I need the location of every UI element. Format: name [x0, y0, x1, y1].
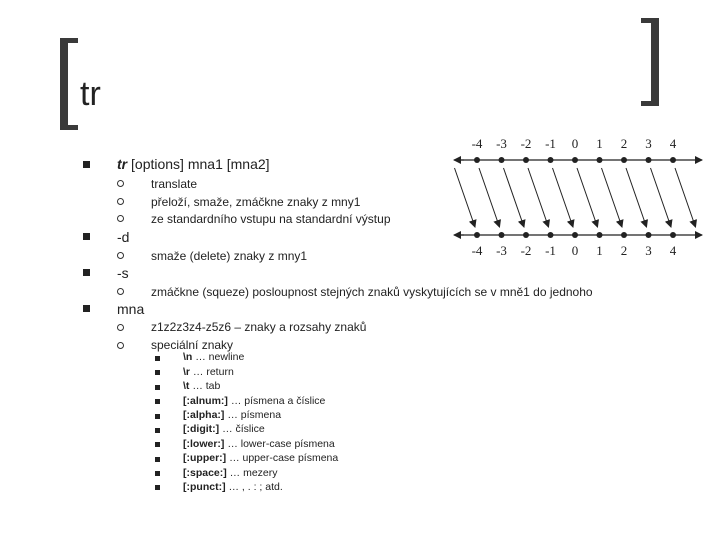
top-tick-dot [621, 157, 627, 163]
top-tick-label: 3 [645, 136, 652, 151]
bullet-circle-icon [117, 180, 124, 187]
mapping-diagram [450, 132, 710, 264]
tr-syntax: [options] mna1 [mna2] [127, 156, 270, 172]
top-tick-dot [572, 157, 578, 163]
special-item: [:space:] … mezery [183, 467, 278, 479]
bullet-square-icon [155, 457, 160, 462]
bottom-tick-label: 1 [596, 243, 603, 258]
bullet-square-icon [155, 399, 160, 404]
tr-command: tr [117, 156, 128, 172]
top-tick-label: 2 [620, 136, 628, 151]
bottom-tick-dot [499, 232, 505, 238]
item-d: -d [117, 229, 130, 245]
bottom-tick-dot [474, 232, 480, 238]
right-bracket-top [641, 18, 659, 23]
bullet-circle-icon [117, 342, 124, 349]
mapping-arrows [455, 168, 696, 227]
bullet-circle-icon [117, 215, 124, 222]
special-item: \r … return [183, 366, 234, 378]
bottom-tick-dot [597, 232, 603, 238]
top-tick-dot [670, 157, 676, 163]
bottom-axis-marks [474, 232, 676, 238]
top-tick-label: -3 [496, 136, 507, 151]
bullet-square-icon [83, 161, 90, 168]
top-tick-dot [499, 157, 505, 163]
bullet-square-icon [155, 442, 160, 447]
top-tick-label: 4 [669, 136, 677, 151]
bullet-circle-icon [117, 288, 124, 295]
s-sub-description: zmáčkne (squeze) posloupnost stejných znaků vyskytujících se v mně1 do jednoho [151, 285, 593, 299]
bottom-tick-label: 2 [620, 243, 628, 258]
mapping-arrow [455, 168, 476, 227]
left-bracket-top [60, 38, 78, 43]
mapping-arrow [553, 168, 574, 227]
mapping-arrow [577, 168, 598, 227]
tr-sub-io: ze standardního vstupu na standardní výstup [151, 212, 391, 226]
tr-sub-description: přeloží, smaže, zmáčkne znaky z mny1 [151, 195, 361, 209]
bottom-tick-dot [621, 232, 627, 238]
bullet-square-icon [83, 233, 90, 240]
bullet-square-icon [155, 471, 160, 476]
top-tick-dot [474, 157, 480, 163]
right-bracket [651, 18, 659, 106]
special-item: \n … newline [183, 351, 245, 363]
tr-sub-translate: translate [151, 177, 198, 191]
bottom-tick-label: 3 [645, 243, 652, 258]
top-tick-label: -2 [520, 136, 532, 151]
bottom-tick-label: -1 [545, 243, 556, 258]
bullet-square-icon [155, 414, 160, 419]
mapping-arrow [602, 168, 623, 227]
bullet-square-icon [83, 269, 90, 276]
d-sub-description: smaže (delete) znaky z mny1 [151, 249, 308, 263]
bottom-tick-dot [572, 232, 578, 238]
item-mna: mna [117, 301, 145, 317]
mapping-arrow [504, 168, 525, 227]
bottom-tick-label: -3 [496, 243, 507, 258]
top-tick-dot [548, 157, 554, 163]
top-tick-label: -4 [471, 136, 483, 151]
bullet-square-icon [155, 370, 160, 375]
left-bracket [60, 38, 68, 130]
top-tick-dot [597, 157, 603, 163]
top-tick-dot [646, 157, 652, 163]
mapping-arrow [651, 168, 672, 227]
mna-sub-ranges: z1z2z3z4-z5z6 – znaky a rozsahy znaků [151, 320, 367, 334]
bottom-tick-label: 0 [571, 243, 579, 258]
special-item: [:upper:] … upper-case písmena [183, 452, 339, 464]
special-item: [:digit:] … číslice [183, 423, 265, 435]
bullet-square-icon [155, 385, 160, 390]
top-axis-marks [474, 157, 676, 163]
bullet-square-icon [155, 428, 160, 433]
top-tick-dot [523, 157, 529, 163]
mapping-arrow [626, 168, 647, 227]
special-item: [:alnum:] … písmena a číslice [183, 395, 326, 407]
bullet-circle-icon [117, 324, 124, 331]
bullet-circle-icon [117, 252, 124, 259]
bottom-tick-dot [523, 232, 529, 238]
bottom-tick-label: -4 [471, 243, 483, 258]
bullet-square-icon [83, 305, 90, 312]
left-bracket-bottom [60, 125, 78, 130]
top-axis-labels [472, 136, 677, 151]
special-item: [:punct:] … , . : ; atd. [183, 481, 283, 493]
mna-sub-special: speciální znaky [151, 338, 234, 352]
top-tick-label: -1 [545, 136, 556, 151]
mapping-arrow [528, 168, 549, 227]
item-s: -s [117, 265, 129, 281]
bottom-tick-label: 4 [669, 243, 677, 258]
bottom-axis-labels [472, 243, 677, 258]
right-bracket-bottom [641, 101, 659, 106]
special-item: [:lower:] … lower-case písmena [183, 438, 335, 450]
bottom-tick-label: -2 [520, 243, 532, 258]
bottom-tick-dot [646, 232, 652, 238]
slide-title: tr [80, 75, 101, 113]
item-tr [117, 155, 270, 173]
bullet-square-icon [155, 485, 160, 490]
top-tick-label: 0 [571, 136, 579, 151]
bottom-tick-dot [670, 232, 676, 238]
bullet-square-icon [155, 356, 160, 361]
mapping-arrow [675, 168, 696, 227]
top-tick-label: 1 [596, 136, 603, 151]
mapping-arrow [479, 168, 500, 227]
special-item: \t … tab [183, 380, 221, 392]
special-item: [:alpha:] … písmena [183, 409, 282, 421]
bullet-circle-icon [117, 198, 124, 205]
bottom-tick-dot [548, 232, 554, 238]
